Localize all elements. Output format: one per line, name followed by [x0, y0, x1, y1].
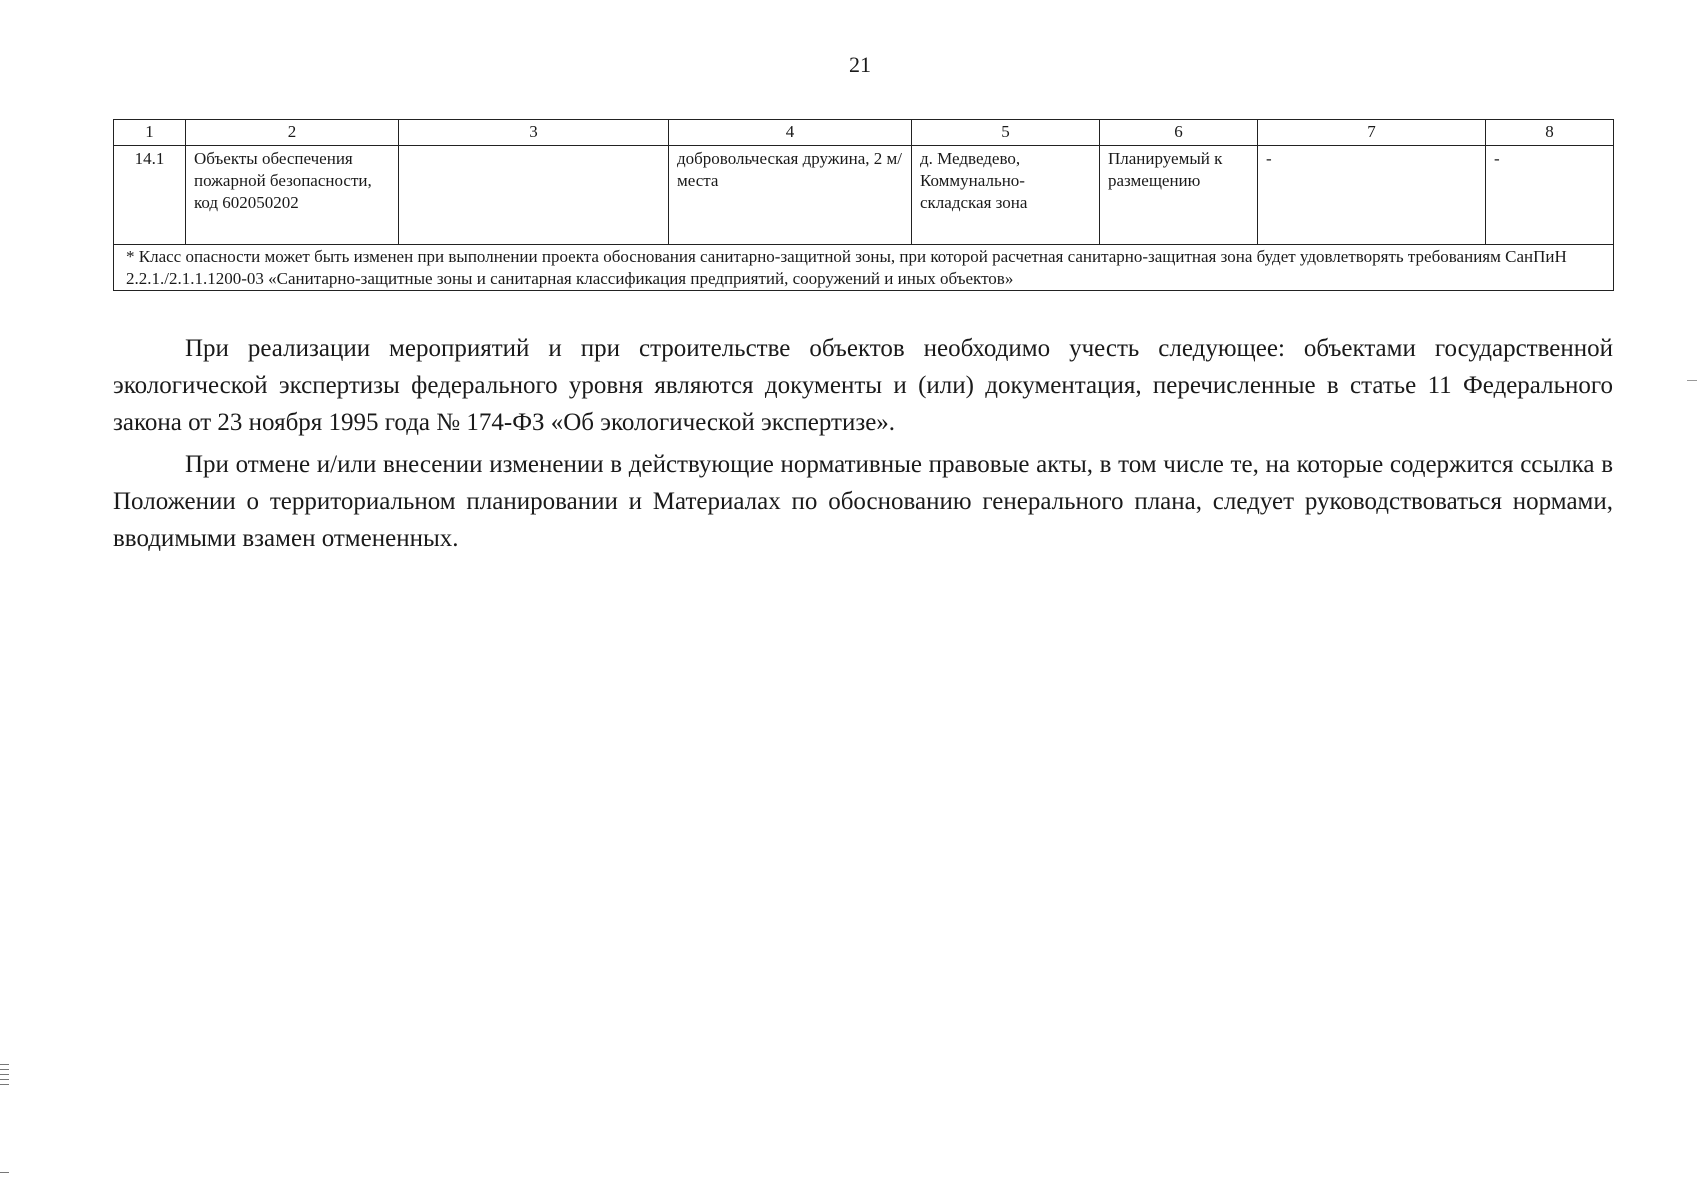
scan-margin-dash: [0, 1172, 9, 1173]
column-header-2: 2: [186, 120, 399, 146]
table-note-row: [114, 245, 1614, 291]
column-8-cell: -: [1486, 146, 1614, 245]
column-header-7: 7: [1258, 120, 1486, 146]
status-cell: Планируемый к размещению: [1100, 146, 1258, 245]
column-header-5: 5: [912, 120, 1100, 146]
table-footnote: * Класс опасности может быть изменен при выполнении проекта обоснования санитарно-защитной зоны, при которой расчетная санитарно-защитная зона будет удовлетворять требованиям СанПиН 2.2.1./2.1.1.1200-03 «Санитарно-защитные зоны и санитарная классификация предприятий, сооружений и иных объектов»: [114, 245, 1614, 291]
paragraph-ecological-expertise: При реализации мероприятий и при строительстве объектов необходимо учесть следующее: объектами государственной экологической экспертизы федерального уровня являются документы и (или) документация, перечисленные в статье 11 Федерального закона от 23 ноября 1995 года № 174-ФЗ «Об экологической экспертизе».: [113, 335, 1613, 436]
column-header-8: 8: [1486, 120, 1614, 146]
object-name-cell: Объекты обеспечения пожарной безопасности, код 602050202: [186, 146, 399, 245]
column-header-3: 3: [399, 120, 669, 146]
row-number: 14.1: [114, 146, 186, 245]
table-row: [114, 146, 1614, 245]
scan-right-mark: [1687, 380, 1697, 381]
table-header-row: [114, 120, 1614, 146]
objects-table: [113, 119, 1614, 291]
column-header-6: 6: [1100, 120, 1258, 146]
body-text: [113, 330, 1613, 562]
page-number: 21: [849, 52, 871, 77]
scan-margin-marks: [0, 1064, 12, 1089]
column-7-cell: -: [1258, 146, 1486, 245]
object-description-cell: добровольческая дружина, 2 м/места: [669, 146, 912, 245]
column-header-1: 1: [114, 120, 186, 146]
paragraph-normative-acts: При отмене и/или внесении изменении в действующие нормативные правовые акты, в том числе те, на которые содержится ссылка в Положении о территориальном планировании и Материалах по обоснованию генерального плана, следует руководствоваться нормами, вводимыми взамен отмененных.: [113, 451, 1613, 552]
location-cell: д. Медведево, Коммунально-складская зона: [912, 146, 1100, 245]
column-header-4: 4: [669, 120, 912, 146]
column-3-cell: [399, 146, 669, 245]
